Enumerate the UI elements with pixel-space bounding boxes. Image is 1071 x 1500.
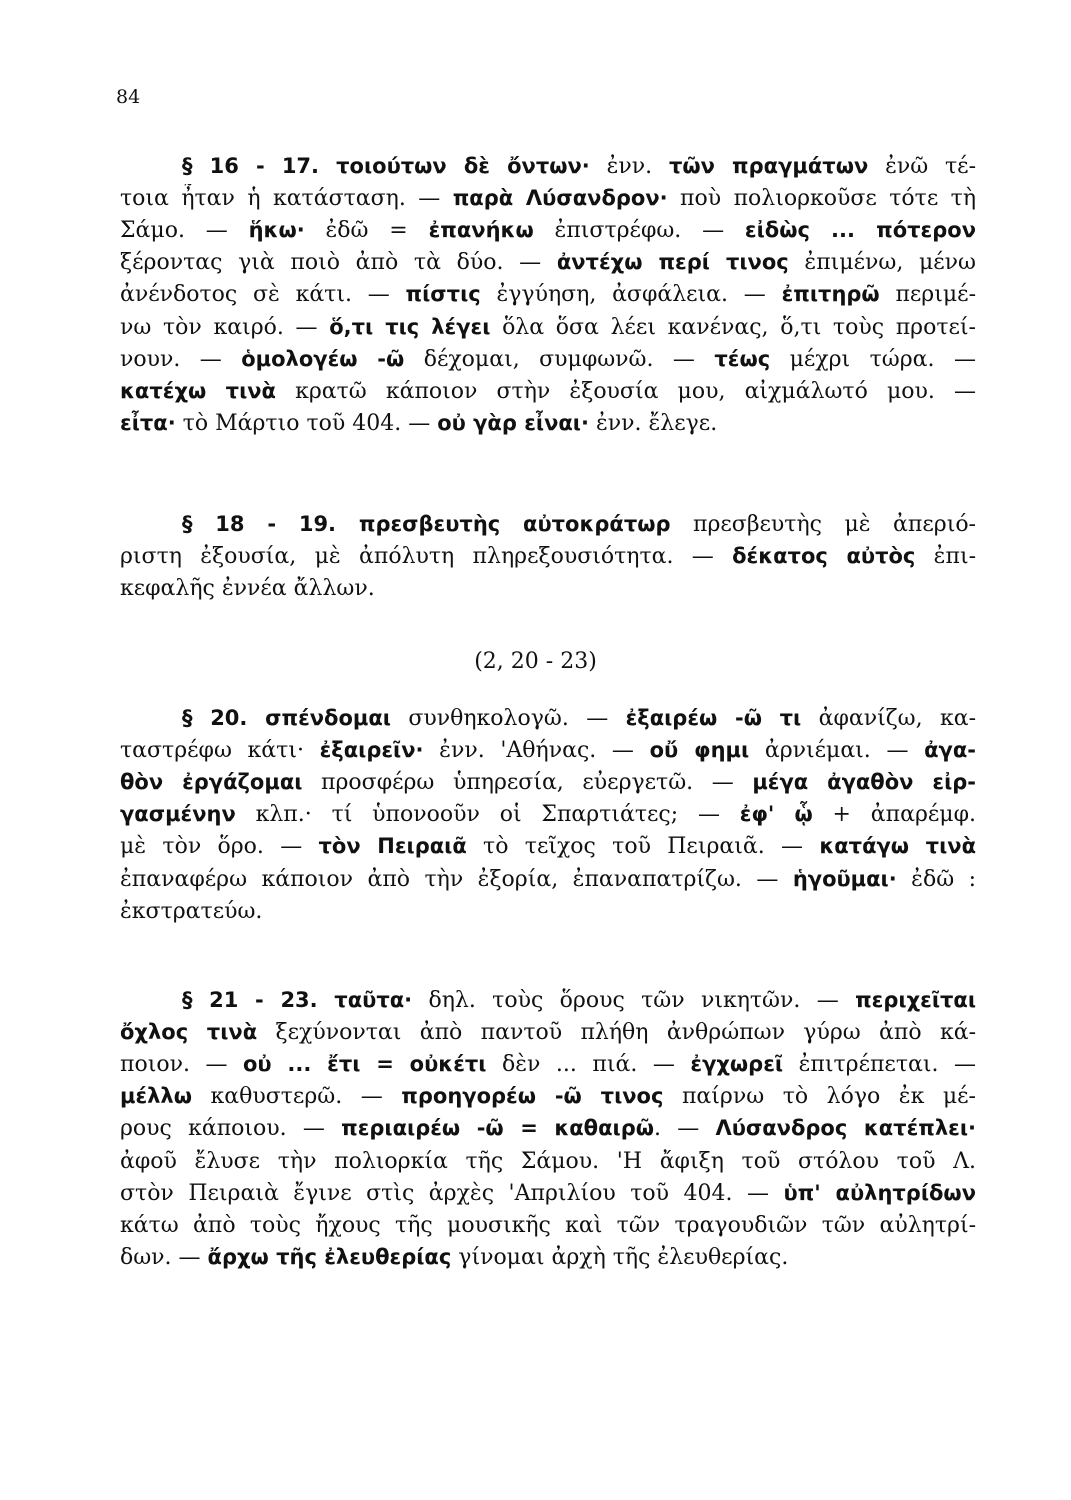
- gloss-text: ἐγγύηση, ἀσφάλεια. —: [480, 282, 782, 308]
- text-line: [120, 574, 976, 603]
- text-line: [120, 345, 976, 374]
- gloss-text: νω τὸν καιρό. —: [120, 314, 330, 340]
- gloss-text: ταστρέφω κάτι·: [120, 738, 320, 764]
- bold-term: τέως: [714, 346, 771, 371]
- bold-term: οὔ φημι: [649, 738, 750, 763]
- bold-term: ἐγχωρεῖ: [690, 1052, 784, 1077]
- gloss-text: συνθηκολογῶ. —: [390, 706, 626, 731]
- bold-term: μέγα ἀγαθὸν εἰρ-: [752, 770, 976, 795]
- gloss-text: νουν. —: [120, 346, 242, 372]
- gloss-text: γίνομαι ἀρχὴ τῆς ἐλευθερίας.: [451, 1244, 789, 1270]
- gloss-text: ποιον. —: [120, 1052, 243, 1078]
- bold-term: ἀγα-: [924, 738, 976, 763]
- text-line: [120, 800, 976, 829]
- gloss-text: ἐδῶ =: [304, 218, 429, 244]
- bold-term: ἄρχω τῆς ἐλευθερίας: [207, 1244, 452, 1269]
- gloss-text: ἐπι-: [915, 544, 976, 570]
- bold-term: ἥκω·: [248, 218, 305, 243]
- bold-term: τῶν πραγμάτων: [668, 154, 869, 178]
- text-line: [120, 216, 976, 245]
- gloss-text: μέχρι τώρα. —: [770, 346, 976, 372]
- text-line: [120, 1082, 976, 1111]
- gloss-text: τὸ Μάρτιο τοῦ 404. —: [175, 410, 438, 436]
- gloss-text: κεφαλῆς ἐννέα ἄλλων.: [120, 576, 375, 602]
- text-line: [120, 1018, 976, 1047]
- bold-term: ὑπ' αὐλητρίδων: [783, 1180, 976, 1205]
- gloss-text: κλπ.· τί ὑπονοοῦν οἱ Σπαρτιάτες; —: [235, 802, 740, 828]
- gloss-text: . —: [654, 1116, 716, 1142]
- gloss-text: ἐνν. 'Αθήνας. —: [423, 738, 650, 764]
- gloss-text: ἐνν. ἔλεγε.: [588, 410, 718, 436]
- gloss-text: ὅλα ὅσα λέει κανένας, ὅ,τι τοὺς προτεί-: [490, 314, 976, 340]
- text-line: [120, 409, 976, 438]
- bold-term: ἐξαιρέω -ῶ τι: [625, 706, 802, 730]
- bold-term: ἡγοῦμαι·: [792, 866, 897, 891]
- gloss-text: ἐπαναφέρω κάποιον ἀπὸ τὴν ἐξορία, ἐπαναπατρίζω. —: [120, 866, 793, 892]
- gloss-text: καθυστερῶ. —: [191, 1084, 402, 1110]
- bold-term: τὸν Πειραιᾶ: [318, 834, 467, 859]
- gloss-text: τοια ἦταν ἡ κατάσταση. —: [120, 186, 453, 212]
- gloss-text: δων. —: [120, 1244, 208, 1270]
- bold-term: κατέχω τινὰ: [120, 378, 276, 403]
- bold-term: ὄχλος τινὰ: [120, 1020, 258, 1045]
- gloss-text: παίρνω τὸ λόγο ἐκ μέ-: [663, 1084, 976, 1110]
- bold-term: ὁμολογέω -ῶ: [241, 346, 405, 371]
- text-line: [120, 832, 976, 861]
- gloss-text: ἐπιστρέφω. —: [533, 218, 745, 244]
- bold-term: ὅ,τι τις λέγει: [329, 314, 491, 339]
- text-line: [120, 865, 976, 894]
- gloss-text: τὸ τεῖχος τοῦ Πειραιᾶ. —: [466, 834, 820, 860]
- bold-term: ἐπανήκω: [428, 218, 534, 243]
- gloss-text: δὲν ... πιά. —: [486, 1052, 691, 1078]
- bold-term: εἰδὼς ... πότερον: [744, 218, 976, 243]
- text-line: [120, 377, 976, 406]
- gloss-text: δηλ. τοὺς ὅρους τῶν νικητῶν. —: [412, 988, 856, 1013]
- text-line: [182, 986, 976, 1015]
- bold-term: εἶτα·: [120, 410, 176, 435]
- bold-term: οὐ ... ἔτι = οὐκέτι: [242, 1052, 487, 1077]
- gloss-text: δέχομαι, συμφωνῶ. —: [404, 346, 715, 372]
- gloss-text: ἐνῶ τέ-: [868, 154, 976, 179]
- gloss-text: ἀφοῦ ἔλυσε τὴν πολιορκία τῆς Σάμου. 'Η ἄφιξη τοῦ στόλου τοῦ Λ.: [120, 1148, 976, 1174]
- text-line: [120, 897, 976, 926]
- bold-term: περιαιρέω -ῶ = καθαιρῶ: [341, 1116, 655, 1141]
- gloss-text: ἀρνιέμαι. —: [749, 738, 925, 764]
- gloss-text: + ἀπαρέμφ.: [812, 802, 976, 828]
- text-line: [182, 704, 976, 733]
- bold-term: κατάγω τινὰ: [819, 834, 976, 859]
- bold-term: γασμένην: [120, 802, 236, 827]
- bold-term: περιχεῖται: [855, 988, 976, 1012]
- gloss-text: ξέροντας γιὰ ποιὸ ἀπὸ τὰ δύο. —: [120, 250, 557, 276]
- gloss-text: πρεσβευτὴς μὲ ἀπεριό-: [670, 512, 976, 537]
- gloss-text: μὲ τὸν ὅρο. —: [120, 834, 319, 860]
- text-line: [182, 510, 976, 539]
- text-line: [120, 248, 976, 277]
- bold-term: παρὰ Λύσανδρον·: [452, 186, 668, 211]
- bold-term: § 20. σπένδομαι: [182, 706, 391, 730]
- text-line: [120, 1050, 976, 1079]
- text-line: [120, 313, 976, 342]
- page-number: 84: [116, 86, 141, 108]
- text-line: [120, 184, 976, 213]
- text-line: [120, 1179, 976, 1208]
- text-line: [120, 1211, 976, 1240]
- bold-term: § 21 - 23. ταῦτα·: [182, 988, 413, 1012]
- bold-term: μέλλω: [120, 1084, 192, 1109]
- gloss-text: ἐπιμένω, μένω: [788, 250, 976, 276]
- bold-term: οὐ γὰρ εἶναι·: [437, 410, 589, 435]
- text-line: [120, 768, 976, 797]
- bold-term: πίστις: [405, 282, 481, 307]
- gloss-text: ἐπιτρέπεται. —: [783, 1052, 976, 1078]
- gloss-text: ἀφανίζω, κα-: [801, 706, 976, 731]
- text-line: [120, 1114, 976, 1143]
- text-line: [120, 736, 976, 765]
- bold-term: προηγορέω -ῶ τινος: [401, 1084, 664, 1109]
- gloss-text: προσφέρω ὑπηρεσία, εὐεργετῶ. —: [302, 770, 753, 796]
- bold-term: δέκατος αὐτὸς: [732, 544, 916, 569]
- gloss-text: στὸν Πειραιὰ ἔγινε στὶς ἀρχὲς 'Απριλίου τοῦ 404. —: [120, 1180, 784, 1206]
- bold-term: θὸν ἐργάζομαι: [120, 770, 303, 795]
- bold-term: ἐπιτηρῶ: [781, 282, 880, 307]
- gloss-text: ἀνένδοτος σὲ κάτι. —: [120, 282, 406, 308]
- gloss-text: ἐνν.: [589, 154, 669, 179]
- bold-term: Λύσανδρος κατέπλει·: [715, 1116, 976, 1141]
- text-line: [120, 280, 976, 309]
- bold-term: § 18 - 19. πρεσβευτὴς αὐτοκράτωρ: [182, 512, 671, 536]
- gloss-text: κάτω ἀπὸ τοὺς ἤχους τῆς μουσικῆς καὶ τῶν τραγουδιῶν τῶν αὐλητρί-: [120, 1212, 976, 1238]
- text-line: [120, 1243, 976, 1272]
- bold-term: ἐφ' ᾧ: [739, 802, 813, 827]
- text-line: [120, 1147, 976, 1176]
- gloss-text: κρατῶ κάποιον στὴν ἐξουσία μου, αἰχμάλωτό μου. —: [275, 378, 976, 404]
- gloss-text: ἐδῶ :: [896, 866, 976, 892]
- bold-term: § 16 - 17. τοιούτων δὲ ὄντων·: [182, 154, 590, 178]
- text-line: [182, 152, 976, 181]
- gloss-text: ἐκστρατεύω.: [120, 898, 263, 924]
- bold-term: ἀντέχω περί τινος: [556, 250, 789, 275]
- gloss-text: ριστη ἐξουσία, μὲ ἀπόλυτη πληρεξουσιότητα. —: [120, 544, 733, 570]
- section-heading: (2, 20 - 23): [474, 649, 597, 674]
- gloss-text: Σάμο. —: [120, 218, 249, 244]
- gloss-text: ξεχύνονται ἀπὸ παντοῦ πλήθη ἀνθρώπων γύρω ἀπὸ κά-: [257, 1020, 976, 1046]
- gloss-text: ποὺ πολιορκοῦσε τότε τὴ: [667, 186, 976, 212]
- text-line: [120, 542, 976, 571]
- bold-term: ἐξαιρεῖν·: [319, 738, 424, 763]
- gloss-text: περιμέ-: [879, 282, 976, 308]
- gloss-text: ρους κάποιου. —: [120, 1116, 342, 1142]
